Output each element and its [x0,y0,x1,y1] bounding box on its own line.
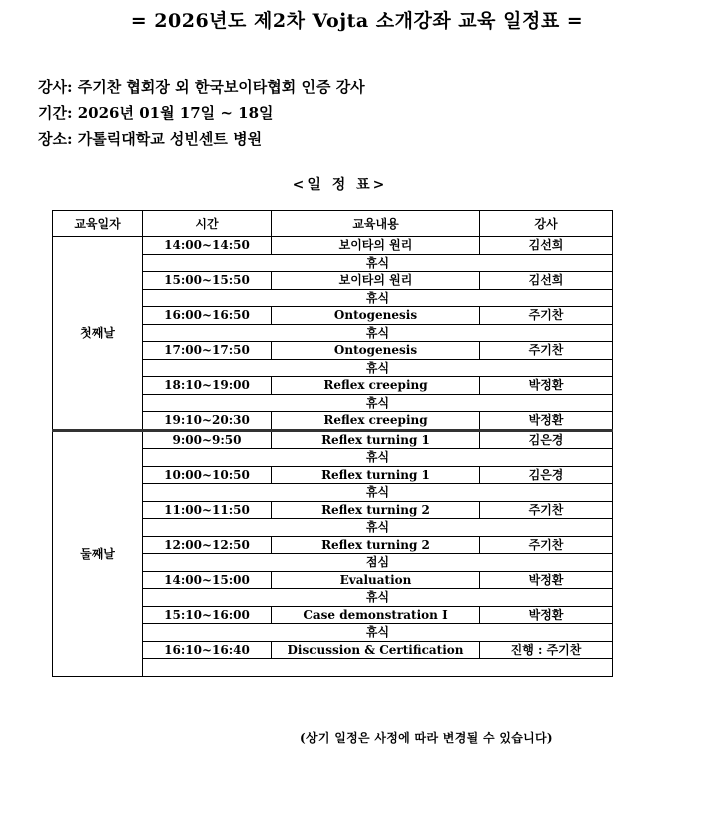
content-cell: Reflex turning 2 [272,536,480,554]
break-cell: 휴식 [143,484,613,502]
instructor-cell: 박정환 [480,412,613,431]
content-cell: Reflex turning 2 [272,501,480,519]
schedule-table [52,210,613,677]
schedule-note: (상기 일정은 사정에 따라 변경될 수 있습니다) [300,731,553,745]
content-cell: Discussion & Certification [272,641,480,659]
break-cell: 휴식 [143,289,613,307]
schedule-subtitle: <일 정 표> [292,177,388,193]
break-cell: 휴식 [143,254,613,272]
content-cell: Evaluation [272,571,480,589]
table-header-row [53,211,613,237]
header-instructor: 강사 [480,211,613,237]
content-cell: Reflex turning 1 [272,466,480,484]
header-content: 교육내용 [272,211,480,237]
break-cell: 휴식 [143,449,613,467]
document-title: = 2026년도 제2차 Vojta 소개강좌 교육 일정표 = [130,10,584,32]
schedule-body [53,237,613,677]
break-cell: 휴식 [143,519,613,537]
header-time: 시간 [143,211,272,237]
instructor-cell: 주기찬 [480,342,613,360]
content-cell: 보이타의 원리 [272,237,480,255]
instructor-cell: 박정환 [480,606,613,624]
table-row [53,237,613,255]
instructor-cell: 김선희 [480,272,613,290]
time-cell: 16:00~16:50 [143,307,272,325]
time-cell: 19:10~20:30 [143,412,272,431]
break-cell: 점심 [143,554,613,572]
time-cell: 15:10~16:00 [143,606,272,624]
break-cell [143,659,613,677]
instructor-cell: 박정환 [480,377,613,395]
instructor-cell: 김은경 [480,466,613,484]
instructor-cell: 김은경 [480,430,613,449]
break-cell: 휴식 [143,589,613,607]
break-cell: 휴식 [143,324,613,342]
time-cell: 15:00~15:50 [143,272,272,290]
content-cell: Ontogenesis [272,307,480,325]
day-label: 첫째날 [53,237,143,431]
time-cell: 11:00~11:50 [143,501,272,519]
break-cell: 휴식 [143,394,613,412]
break-cell: 휴식 [143,359,613,377]
instructor-cell: 주기찬 [480,501,613,519]
instructor-cell: 주기찬 [480,536,613,554]
time-cell: 14:00~15:00 [143,571,272,589]
content-cell: 보이타의 원리 [272,272,480,290]
table-row [53,430,613,449]
instructor-cell: 김선희 [480,237,613,255]
day-label: 둘째날 [53,430,143,676]
time-cell: 18:10~19:00 [143,377,272,395]
time-cell: 12:00~12:50 [143,536,272,554]
content-cell: Reflex turning 1 [272,430,480,449]
time-cell: 17:00~17:50 [143,342,272,360]
instructor-cell: 박정환 [480,571,613,589]
instructor-cell: 진행 : 주기찬 [480,641,613,659]
instructor-info: 강사: 주기찬 협회장 외 한국보이타협회 인증 강사 [38,78,365,96]
time-cell: 9:00~9:50 [143,430,272,449]
content-cell: Case demonstration I [272,606,480,624]
content-cell: Reflex creeping [272,412,480,431]
content-cell: Ontogenesis [272,342,480,360]
time-cell: 16:10~16:40 [143,641,272,659]
break-cell: 휴식 [143,624,613,642]
time-cell: 10:00~10:50 [143,466,272,484]
header-date: 교육일자 [53,211,143,237]
period-info: 기간: 2026년 01월 17일 ~ 18일 [38,104,274,122]
content-cell: Reflex creeping [272,377,480,395]
place-info: 장소: 가톨릭대학교 성빈센트 병원 [38,130,263,148]
time-cell: 14:00~14:50 [143,237,272,255]
instructor-cell: 주기찬 [480,307,613,325]
